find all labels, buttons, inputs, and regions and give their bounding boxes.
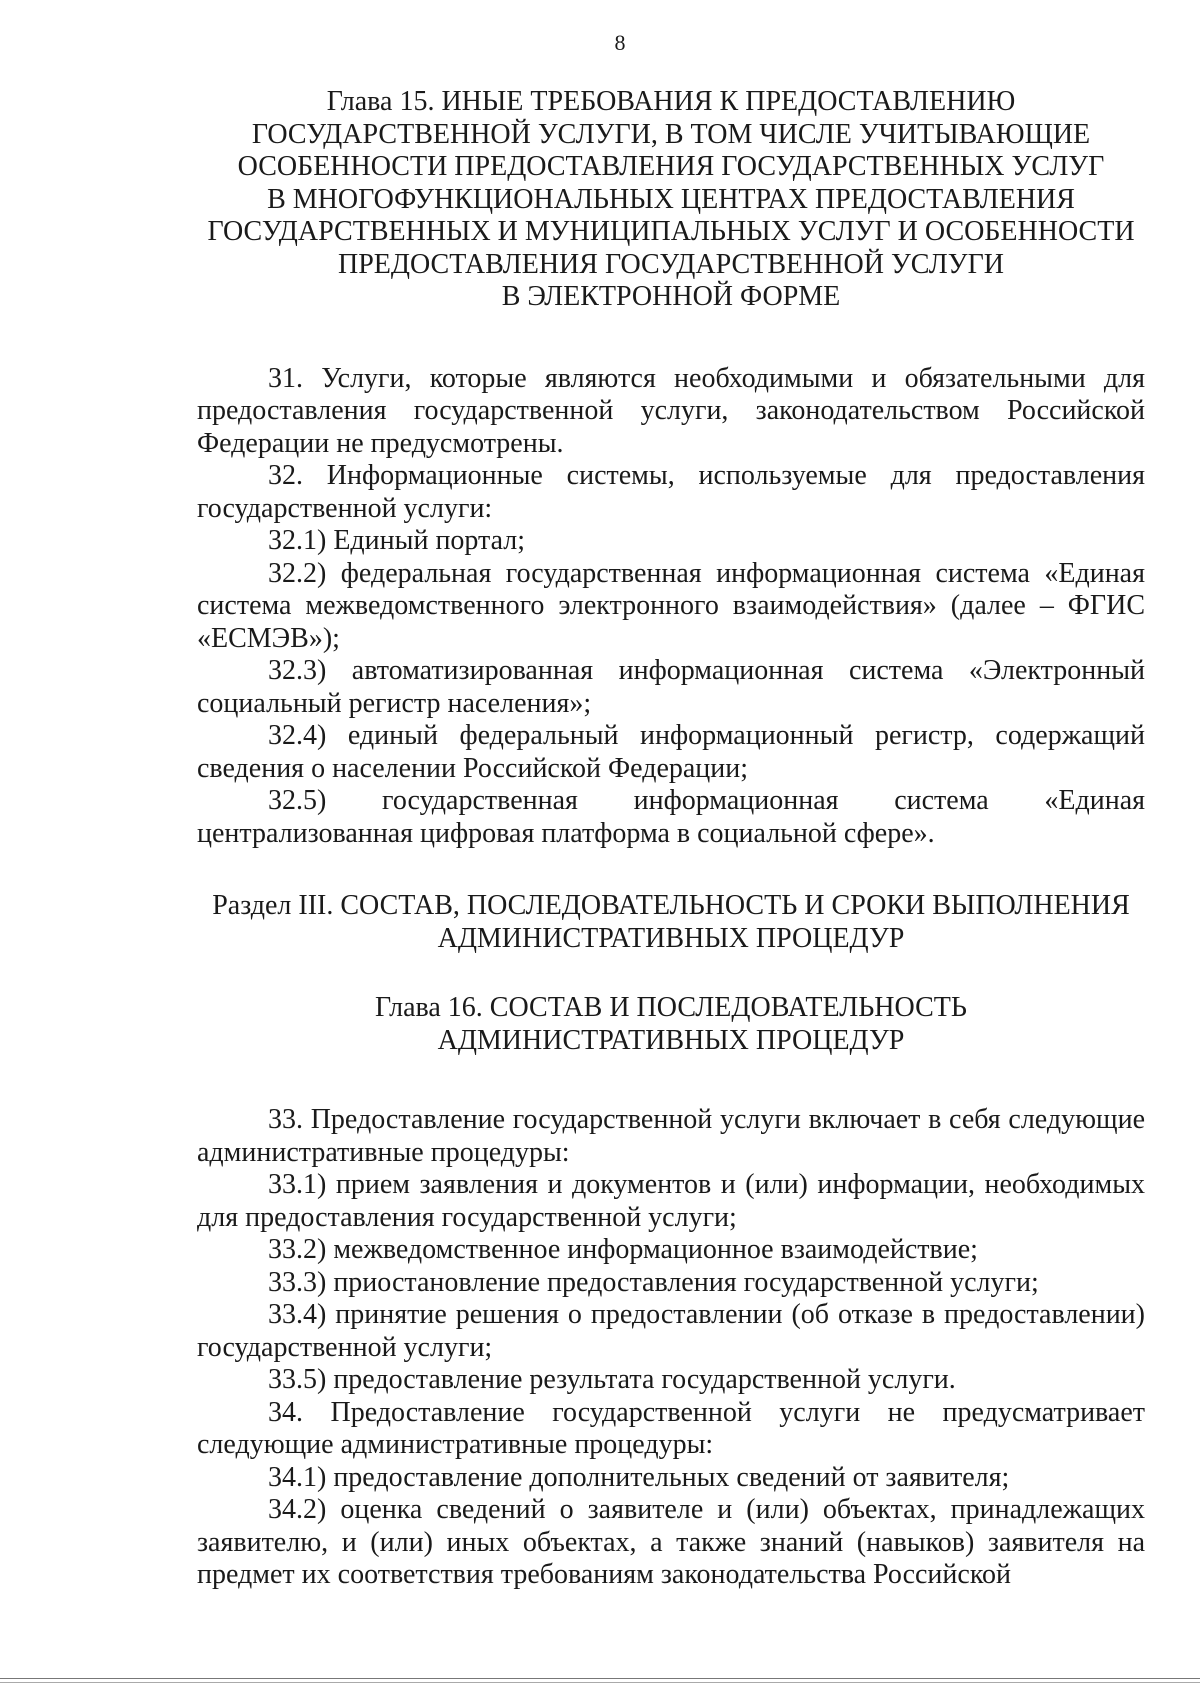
heading-line: Глава 15. ИНЫЕ ТРЕБОВАНИЯ К ПРЕДОСТАВЛЕНИЮ	[326, 86, 1016, 117]
section-3-title	[197, 890, 1145, 955]
heading-line: АДМИНИСТРАТИВНЫХ ПРОЦЕДУР	[437, 1024, 905, 1056]
paragraph-33-2: 33.2) межведомственное информационное взаимодействие;	[268, 1234, 978, 1265]
paragraph-32-3: 32.3) автоматизированная информационная система «Электронный социальный регистр населения»;	[197, 655, 1145, 719]
heading-line: Глава 16. СОСТАВ И ПОСЛЕДОВАТЕЛЬНОСТЬ	[375, 992, 967, 1023]
scan-edge-line	[0, 1682, 1200, 1683]
paragraph-31: 31. Услуги, которые являются необходимыми и обязательными для предоставления государственной услуги, законодательством Российской Федерации не предусмотрены.	[197, 362, 1145, 459]
paragraph-34: 34. Предоставление государственной услуги не предусматривает следующие административные процедуры:	[197, 1396, 1145, 1460]
document-body	[197, 86, 1145, 1592]
heading-line: ГОСУДАРСТВЕННОЙ УСЛУГИ, В ТОМ ЧИСЛЕ УЧИТЫВАЮЩИЕ	[251, 118, 1091, 150]
paragraph-33-4: 33.4) принятие решения о предоставлении (об отказе в предоставлении) государственной услуги;	[197, 1299, 1145, 1363]
paragraph-34-2: 34.2) оценка сведений о заявителе и (или) объектах, принадлежащих заявителю, и (или) иных объектах, а также знаний (навыков) заявителя на предмет их соответствия требованиям законодательства Российской	[197, 1494, 1145, 1590]
heading-line: ГОСУДАРСТВЕННЫХ И МУНИЦИПАЛЬНЫХ УСЛУГ И ОСОБЕННОСТИ	[207, 216, 1135, 247]
paragraph-32-5: 32.5) государственная информационная система «Единая централизованная цифровая платформа в социальной сфере».	[197, 785, 1145, 849]
paragraph-34-1: 34.1) предоставление дополнительных сведений от заявителя;	[268, 1461, 1010, 1493]
paragraph-32-2: 32.2) федеральная государственная информационная система «Единая система межведомственного электронного взаимодействия» (далее – ФГИС «ЕСМЭВ»);	[197, 557, 1145, 654]
paragraph-33-3: 33.3) приостановление предоставления государственной услуги;	[268, 1266, 1039, 1298]
heading-line: ПРЕДОСТАВЛЕНИЯ ГОСУДАРСТВЕННОЙ УСЛУГИ	[337, 248, 1005, 280]
heading-line: АДМИНИСТРАТИВНЫХ ПРОЦЕДУР	[437, 922, 905, 954]
heading-line: В ЭЛЕКТРОННОЙ ФОРМЕ	[501, 281, 841, 312]
heading-line: В МНОГОФУНКЦИОНАЛЬНЫХ ЦЕНТРАХ ПРЕДОСТАВЛЕНИЯ	[267, 183, 1075, 215]
paragraph-32-1: 32.1) Единый портал;	[268, 525, 526, 556]
page-number: 8	[614, 30, 626, 55]
heading-line: ОСОБЕННОСТИ ПРЕДОСТАВЛЕНИЯ ГОСУДАРСТВЕННЫХ УСЛУГ	[237, 151, 1105, 182]
paragraph-32: 32. Информационные системы, используемые для предоставления государственной услуги:	[197, 460, 1145, 524]
paragraph-33-5: 33.5) предоставление результата государственной услуги.	[268, 1364, 956, 1395]
scan-edge-line	[0, 1678, 1200, 1679]
heading-line: Раздел III. СОСТАВ, ПОСЛЕДОВАТЕЛЬНОСТЬ И СРОКИ ВЫПОЛНЕНИЯ	[212, 890, 1130, 921]
chapter-15-title	[197, 86, 1145, 314]
paragraph-33-1: 33.1) прием заявления и документов и (или) информации, необходимых для предоставления государственной услуги;	[197, 1169, 1145, 1233]
chapter-16-title	[197, 992, 1145, 1057]
paragraph-32-4: 32.4) единый федеральный информационный регистр, содержащий сведения о населении Российской Федерации;	[197, 720, 1145, 784]
paragraph-33: 33. Предоставление государственной услуги включает в себя следующие административные процедуры:	[197, 1104, 1145, 1168]
